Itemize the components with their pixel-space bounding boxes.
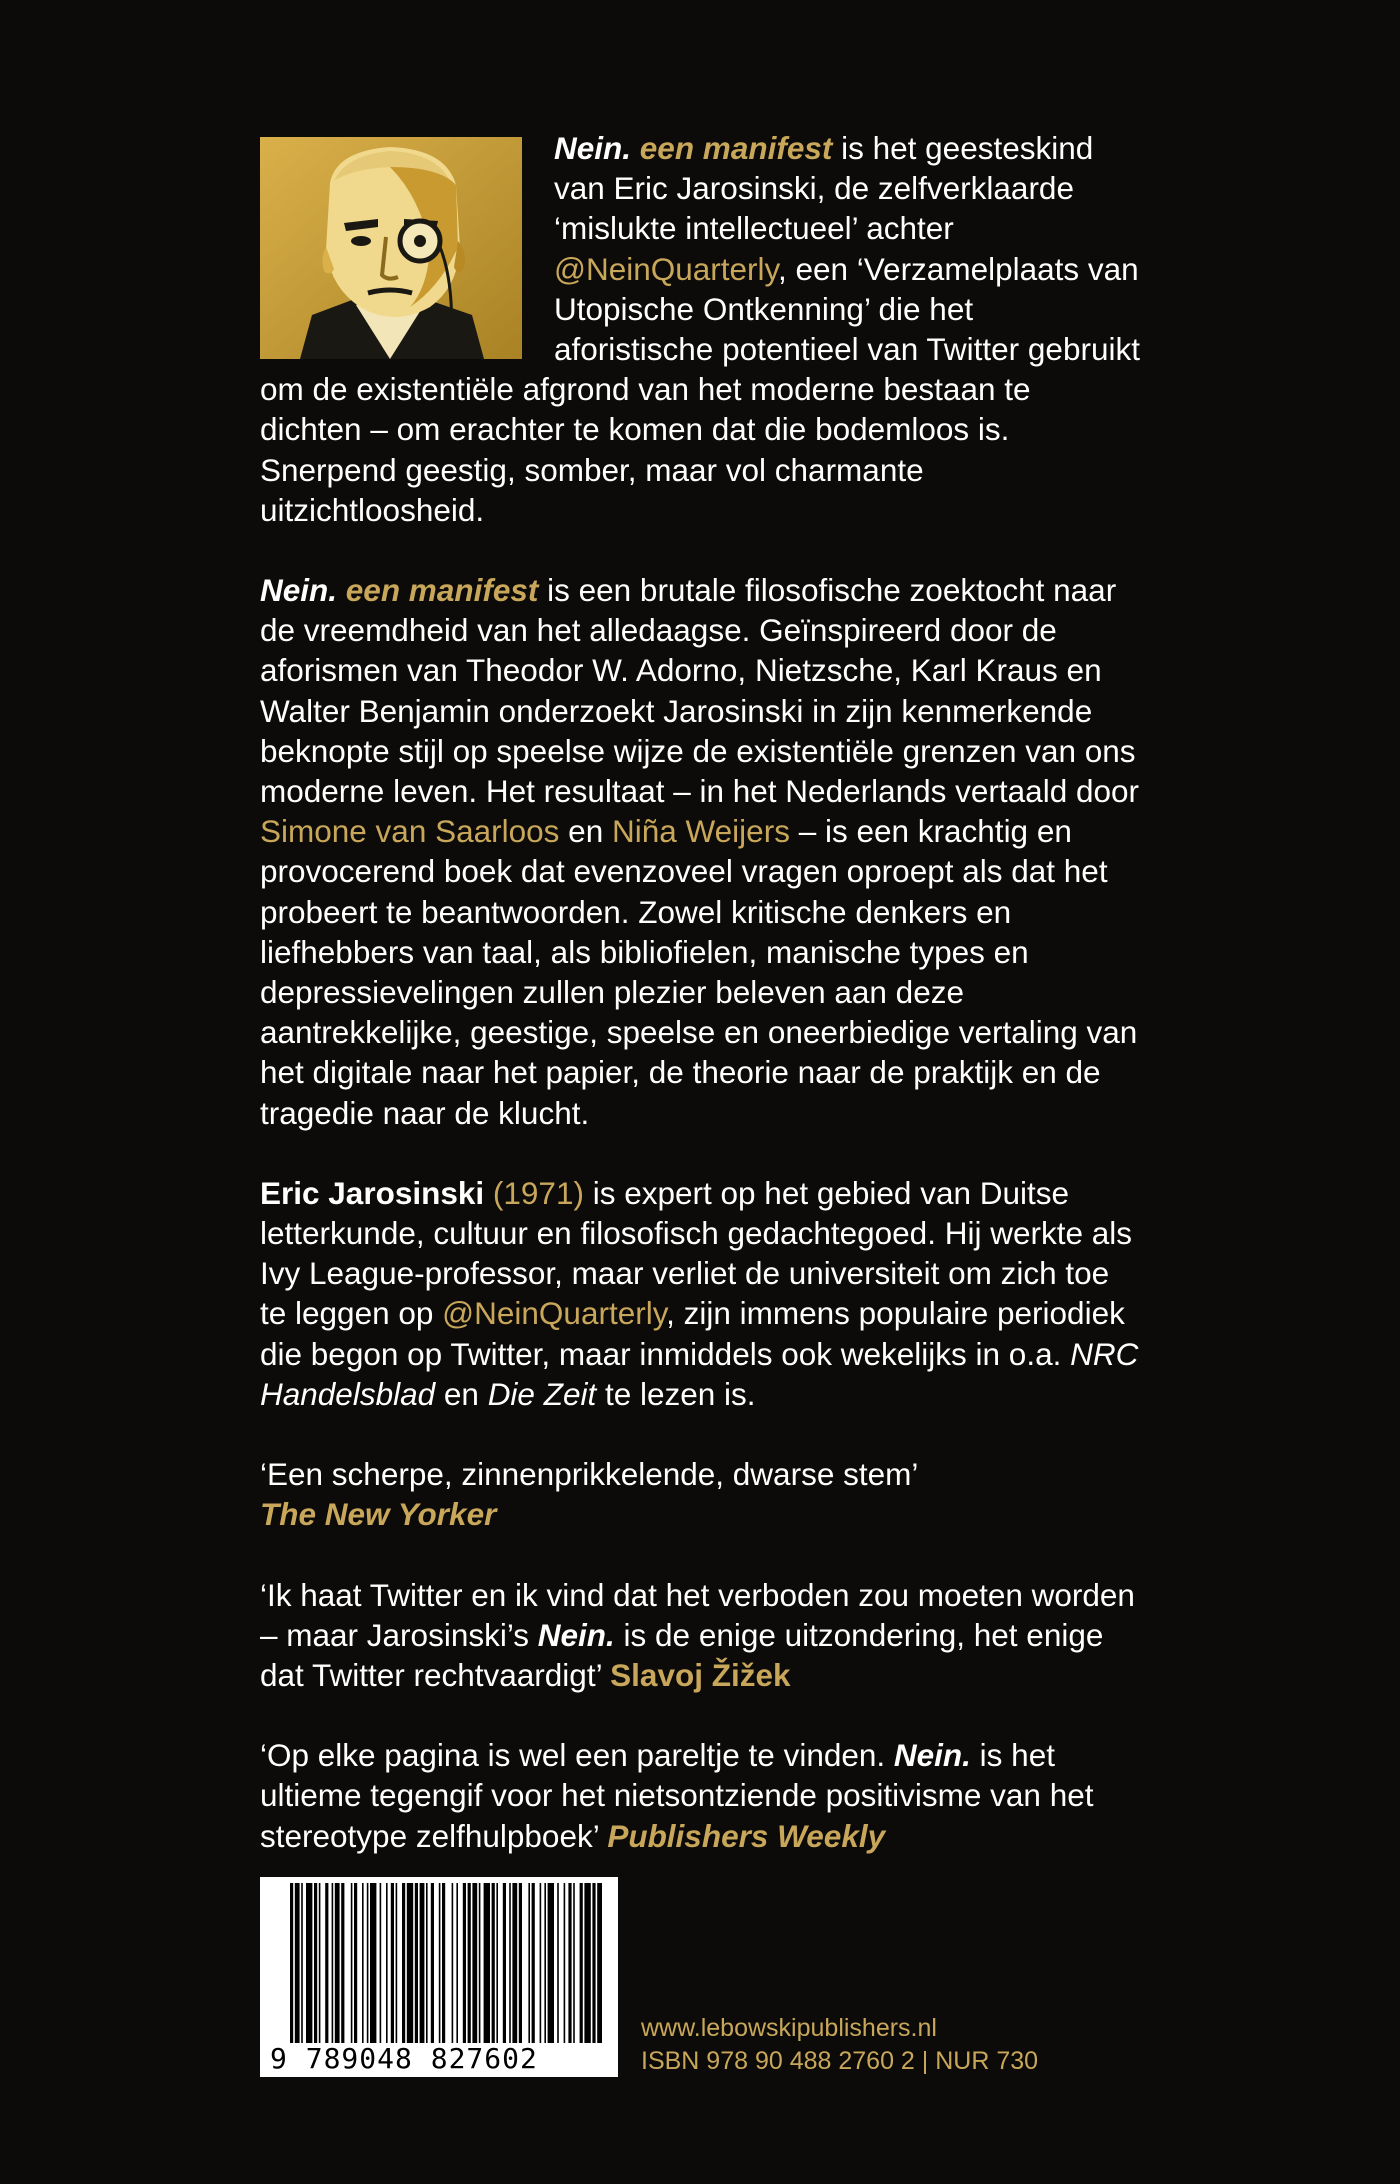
quote-text: ‘Een scherpe, zinnenprikkelende, dwarse stem’	[260, 1456, 919, 1493]
barcode-number: 9 789048 827602	[260, 2043, 618, 2075]
barcode-bar	[456, 1883, 458, 2043]
barcode-bar	[295, 1883, 300, 2043]
barcode-bar	[431, 1883, 434, 2043]
author-birth-year: (1971)	[492, 1174, 584, 1211]
barcode-bar	[341, 1883, 344, 2043]
barcode-bar	[407, 1883, 413, 2043]
quote-new-yorker	[260, 1454, 1140, 1534]
barcode-bar	[532, 1883, 535, 2043]
barcode-bar	[301, 1883, 303, 2043]
barcode-bar	[519, 1883, 522, 2043]
barcode-bar	[580, 1883, 583, 2043]
barcode-bar	[362, 1883, 364, 2043]
barcode-bar	[402, 1883, 405, 2043]
barcode-bar	[335, 1883, 340, 2043]
barcode-bar	[503, 1883, 506, 2043]
barcode-bar	[584, 1883, 590, 2043]
barcode-bar	[306, 1883, 312, 2043]
title-nein: Nein.	[260, 572, 338, 609]
barcode-bar	[573, 1883, 575, 2043]
barcode-bar	[391, 1883, 394, 2043]
barcode-bar	[592, 1883, 595, 2043]
barcode-bar	[463, 1883, 466, 2043]
publisher-website: www.lebowskipublishers.nl	[641, 2014, 937, 2042]
author-name: Eric Jarosinski	[260, 1174, 485, 1211]
bio-text-a: is expert op het gebied van Duitse letterkunde, cultuur en filosofisch gedachtegoed. Hij werkte als Ivy League-professor, maar verliet de universiteit om zich toe te leggen op	[260, 1174, 1132, 1332]
translator-2: Niña Weijers	[611, 813, 790, 850]
barcode-bar	[468, 1883, 471, 2043]
barcode-bar	[396, 1883, 398, 2043]
barcode-bar	[540, 1883, 542, 2043]
quote-source: Publishers Weekly	[607, 1817, 886, 1854]
bio-text-d: te lezen is.	[596, 1375, 756, 1412]
barcode-bar	[509, 1883, 511, 2043]
barcode-bar	[512, 1883, 517, 2043]
barcode-bar	[548, 1883, 554, 2043]
barcode-bar	[426, 1883, 428, 2043]
barcode-bar	[484, 1883, 490, 2043]
title-manifest: een manifest	[639, 130, 833, 166]
barcode-bar	[496, 1883, 498, 2043]
barcode-bar	[420, 1883, 425, 2043]
blurb2-text-b: en	[559, 813, 612, 850]
barcode-bar	[544, 1883, 546, 2043]
barcode-bar	[351, 1883, 353, 2043]
blurb2-text-c: – is een krachtig en provocerend boek dat evenzoveel vragen oproept als dat het probeert te beantwoorden. Zowel kritische denkers en liefhebbers van taal, als bibliofielen, manische types en depressievelingen zullen plezier beleven aan deze aantrekkelijke, geestige, speelse en oneerbiedige vertaling van het digitale naar het papier, de theorie naar de praktijk en de tragedie naar de klucht.	[260, 813, 1138, 1131]
quote-text-b: is het ultieme tegengif voor het nietsontziende positivisme van het stereotype zelfhulpboek’	[260, 1737, 1094, 1854]
barcode-bar	[380, 1883, 382, 2043]
newspaper-1: NRC Handelsblad	[260, 1335, 1139, 1412]
barcode-bar	[528, 1883, 530, 2043]
quote-source: The New Yorker	[260, 1496, 497, 1533]
blurb2-text-a: is een brutale filosofische zoektocht naar de vreemdheid van het alledaagse. Geïnspireerd door de aforismen van Theodor W. Adorno, Nietzsche, Karl Kraus en Walter Benjamin onderzoekt Jarosinski in zijn kenmerkende beknopte stijl op speelse wijze de existentiële grenzen van ons moderne leven. Het resultaat – in het Nederlands vertaald door	[260, 572, 1140, 810]
quote-publishers-weekly	[260, 1735, 1140, 1856]
barcode-bar	[564, 1883, 566, 2043]
barcode-bar	[472, 1883, 477, 2043]
blurb-description	[260, 570, 1140, 1133]
quote-nein: Nein.	[537, 1616, 615, 1653]
quote-text-a: ‘Ik haat Twitter en ik vind dat het verboden zou moeten worden – maar Jarosinski’s	[260, 1576, 1135, 1653]
author-portrait	[260, 137, 522, 359]
barcode-bar	[290, 1883, 293, 2043]
isbn-line: ISBN 978 90 488 2760 2 | NUR 730	[641, 2047, 1039, 2075]
quote-text-b: is de enige uitzondering, het enige dat Twitter rechtvaardigt’	[260, 1616, 1104, 1693]
title-manifest: een manifest	[345, 572, 539, 609]
isbn-barcode	[260, 1877, 618, 2077]
publisher-info	[641, 2012, 1038, 2078]
barcode-bar	[557, 1883, 559, 2043]
translator-1: Simone van Saarloos	[260, 813, 560, 850]
author-bio	[260, 1173, 1140, 1414]
bio-text-c: en	[435, 1375, 488, 1412]
quote-nein: Nein.	[893, 1737, 971, 1774]
barcode-bar	[442, 1883, 445, 2043]
barcode-bar	[370, 1883, 376, 2043]
barcode-bar	[314, 1883, 317, 2043]
blurb1-text-a: is het geesteskind van Eric Jarosinski, de zelfverklaarde ‘mislukte intellectueel’ achter	[554, 130, 1094, 247]
barcode-bar	[319, 1883, 321, 2043]
barcode-bar	[479, 1883, 481, 2043]
back-cover-text	[260, 128, 1140, 1896]
handle-link: @NeinQuarterly	[554, 250, 778, 287]
barcode-bar	[332, 1883, 334, 2043]
blurb1-text-b: , een ‘Verzamelplaats van Utopische Ontkenning’ die het aforistische potentieel van Twitter gebruikt om de existentiële afgrond van het moderne bestaan te dichten – om erachter te komen dat die bodemloos is. Snerpend geestig, somber, maar vol charmante uitzichtloosheid.	[260, 250, 1140, 528]
handle-link: @NeinQuarterly	[442, 1295, 667, 1332]
quote-source: Slavoj Žižek	[610, 1656, 791, 1693]
title-nein: Nein.	[554, 130, 632, 166]
quote-zizek	[260, 1575, 1140, 1696]
barcode-bar	[415, 1883, 418, 2043]
barcode-bar	[354, 1883, 357, 2043]
blurb-intro	[260, 128, 1140, 530]
bio-text-b: , zijn immens populaire periodiek die begon op Twitter, maar inmiddels ook wekelijks in o.a.	[260, 1295, 1125, 1372]
barcode-bar	[452, 1883, 454, 2043]
quote-text-a: ‘Op elke pagina is wel een pareltje te vinden.	[260, 1737, 894, 1774]
barcode-bar	[492, 1883, 495, 2043]
barcode-bar	[439, 1883, 441, 2043]
barcode-bar	[367, 1883, 369, 2043]
barcode-bar	[386, 1883, 388, 2043]
barcode-bar	[597, 1883, 602, 2043]
barcode-bar	[568, 1883, 571, 2043]
barcode-bar	[325, 1883, 328, 2043]
newspaper-2: Die Zeit	[487, 1375, 597, 1412]
